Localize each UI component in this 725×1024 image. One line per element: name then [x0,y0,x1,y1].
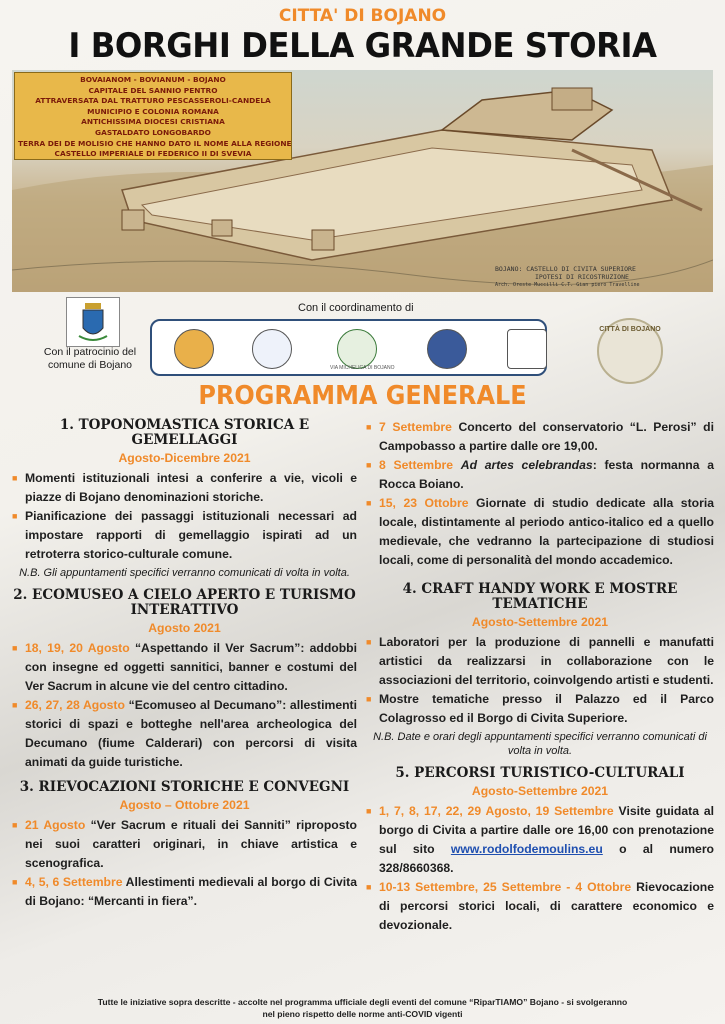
city-seal-icon [597,318,663,384]
list-item [12,816,357,873]
right-column [366,418,714,935]
partner-logo-icon [252,329,292,369]
history-infobox [14,72,292,160]
item-emphasis: Ad artes celebrandas [460,458,593,472]
item-date: 26, 27, 28 Agosto [25,698,125,712]
section-4-note: N.B. Date e orari degli appuntamenti specifici verranno comunicati di volta in volta. [373,731,707,757]
list-item [366,456,714,494]
list-item: ■ Laboratori per la produzione di pannelli e manufatti artistici da realizzarsi in collaborazione con le associazioni del territorio, coinvolgendo artisti e studenti. [366,633,714,690]
partner-logo-icon [427,329,467,369]
section-4-title: 4. CRAFT HANDY WORK E MOSTRE TEMATICHE [402,581,678,612]
partner-logo-icon [337,329,377,369]
list-item [366,878,714,935]
city-heading: CITTA' DI BOJANO [278,6,447,26]
footer-note [0,996,725,1020]
partner-logos [150,319,547,376]
infobox-line: MUNICIPIO E COLONIA ROMANA [87,106,219,116]
partner-logo-text: VIA MICHELICA DI BOJANO [330,365,395,371]
item-date: 15, 23 Ottobre [379,496,469,510]
section-5-title: 5. PERCORSI TURISTICO-CULTURALI [395,765,685,781]
item-date: 1, 7, 8, 17, 22, 29 Agosto, 19 Settembre [379,804,614,818]
image-caption [495,265,640,289]
page-title: I BORGHI DELLA GRANDE STORIA [68,26,657,66]
infobox-line: BOVAIANOM - BOVIANUM - BOJANO [80,75,226,84]
list-item: ■ Momenti istituzionali intesi a conferire a vie, vicoli e piazze di Bojano denominazioni storiche. [12,469,357,507]
item-date: 18, 19, 20 Agosto [25,641,130,655]
caption-line-1: BOJANO: CASTELLO DI CIVITA SUPERIORE [495,265,636,273]
item-text: Rievocazione di percorsi storici locali, di carattere economico e devozionale. [379,880,715,932]
section-2-dates: Agosto 2021 [148,621,221,635]
section-1-dates: Agosto-Dicembre 2021 [118,451,251,465]
list-item [366,494,714,570]
caption-line-3: Arch. Oreste Muccilli C.T. Gian piero Travelline [495,282,640,288]
section-1-note: N.B. Gli appuntamenti specifici verranno comunicati di volta in volta. [19,567,350,579]
footer-line-2: nel pieno rispetto delle norme anti-COVID vigenti [262,1009,463,1019]
item-text: Giornate di studio dedicate alla storia locale, distintamente al periodo antico-italico ed a quello medievale, che vedranno la partecipazione di studiosi locali, come di personalità del mondo accademico. [379,496,715,567]
section-3-title: 3. RIEVOCAZIONI STORICHE E CONVEGNI [19,779,350,795]
left-column [12,418,357,911]
list-item [12,639,357,696]
list-item: ■ Pianificazione dei passaggi istituzionali necessari ad impostare rapporti di gemellaggio ispirati ad un retroterra storico-culturale comune. [12,507,357,564]
item-text: o al numero 328/8660368. [379,842,715,875]
item-text: Concerto del conservatorio “L. Perosi” di Campobasso a partire dalle ore 19,00. [379,420,714,453]
item-text: “Ecomuseo al Decumano”: allestimenti storici di spazi e botteghe nell'area archeologica del Decumano (fiume Calderari) con percorsi di visita animati da guide turistiche. [25,698,357,769]
patronage-text: Con il patrocinio del comune di Bojano [43,346,137,371]
section-1-title: 1. TOPONOMASTICA STORICA E GEMELLAGGI [59,417,310,448]
footer-line-1: Tutte le iniziative sopra descritte - accolte nel programma ufficiale degli eventi del comune “RiparTIAMO” Bojano - si svolgeranno [97,997,628,1007]
infobox-line: TERRA DEI DE MOLISIO CHE HANNO DATO IL NOME ALLA REGIONE [18,138,292,148]
item-date: 4, 5, 6 Settembre [25,875,123,889]
section-4-dates: Agosto-Settembre 2021 [471,615,609,629]
item-text: Allestimenti medievali al borgo di Civita di Bojano: “Mercanti in fiera”. [25,875,358,908]
list-item [366,802,714,878]
partner-logo-icon [507,329,547,369]
section-5-dates: Agosto-Settembre 2021 [471,784,609,798]
item-text: “Ver Sacrum e rituali dei Sanniti” riproposto nei suoi caratteri originari, in chiave artistica e scenografica. [25,818,358,870]
infobox-line: CAPITALE DEL SANNIO PENTRO [88,85,218,95]
list-item: ■ Mostre tematiche presso il Palazzo ed il Parco Colagrosso ed il Borgo di Civita Superiore. [366,690,714,728]
item-text: Visite guidata al borgo di Civita a partire dalle ore 16,00 con prenotazione sul sito [379,804,714,856]
item-text: “Aspettando il Ver Sacrum”: addobbi con insegne ed oggetti sannitici, banner e costumi del Ver Sacrum in alcune vie del centro cittadino. [25,641,358,693]
infobox-line: GASTALDATO LONGOBARDO [95,127,211,137]
website-link[interactable]: www.rodolfodemoulins.eu [450,842,603,856]
section-3-dates: Agosto – Ottobre 2021 [119,798,250,812]
item-date: 21 Agosto [25,818,86,832]
caption-line-2: IPOTESI DI RICOSTRUZIONE [535,273,629,281]
program-title: PROGRAMMA GENERALE [198,381,527,411]
list-item [366,418,714,456]
infobox-line: CASTELLO IMPERIALE DI FEDERICO II DI SVEVIA [54,149,252,159]
item-date: 7 Settembre [379,420,452,434]
section-2-title: 2. ECOMUSEO A CIELO APERTO E TURISMO INTERATTIVO [13,587,356,618]
seal-text: CITTÀ DI BOJANO [599,326,661,333]
item-date: 10-13 Settembre, 25 Settembre - 4 Ottobre [379,880,632,894]
coordination-label: Con il coordinamento di [298,302,414,314]
infobox-line: ATTRAVERSATA DAL TRATTURO PESCASSEROLI-CANDELA [35,96,271,106]
list-item [12,873,357,911]
partner-logo-icon [174,329,214,369]
infobox-line: ANTICHISSIMA DIOCESI CRISTIANA [81,117,225,127]
list-item [12,696,357,772]
item-text: : festa normanna a Rocca Boiano. [379,458,714,491]
bojano-crest-icon [66,297,120,347]
item-date: 8 Settembre [379,458,454,472]
